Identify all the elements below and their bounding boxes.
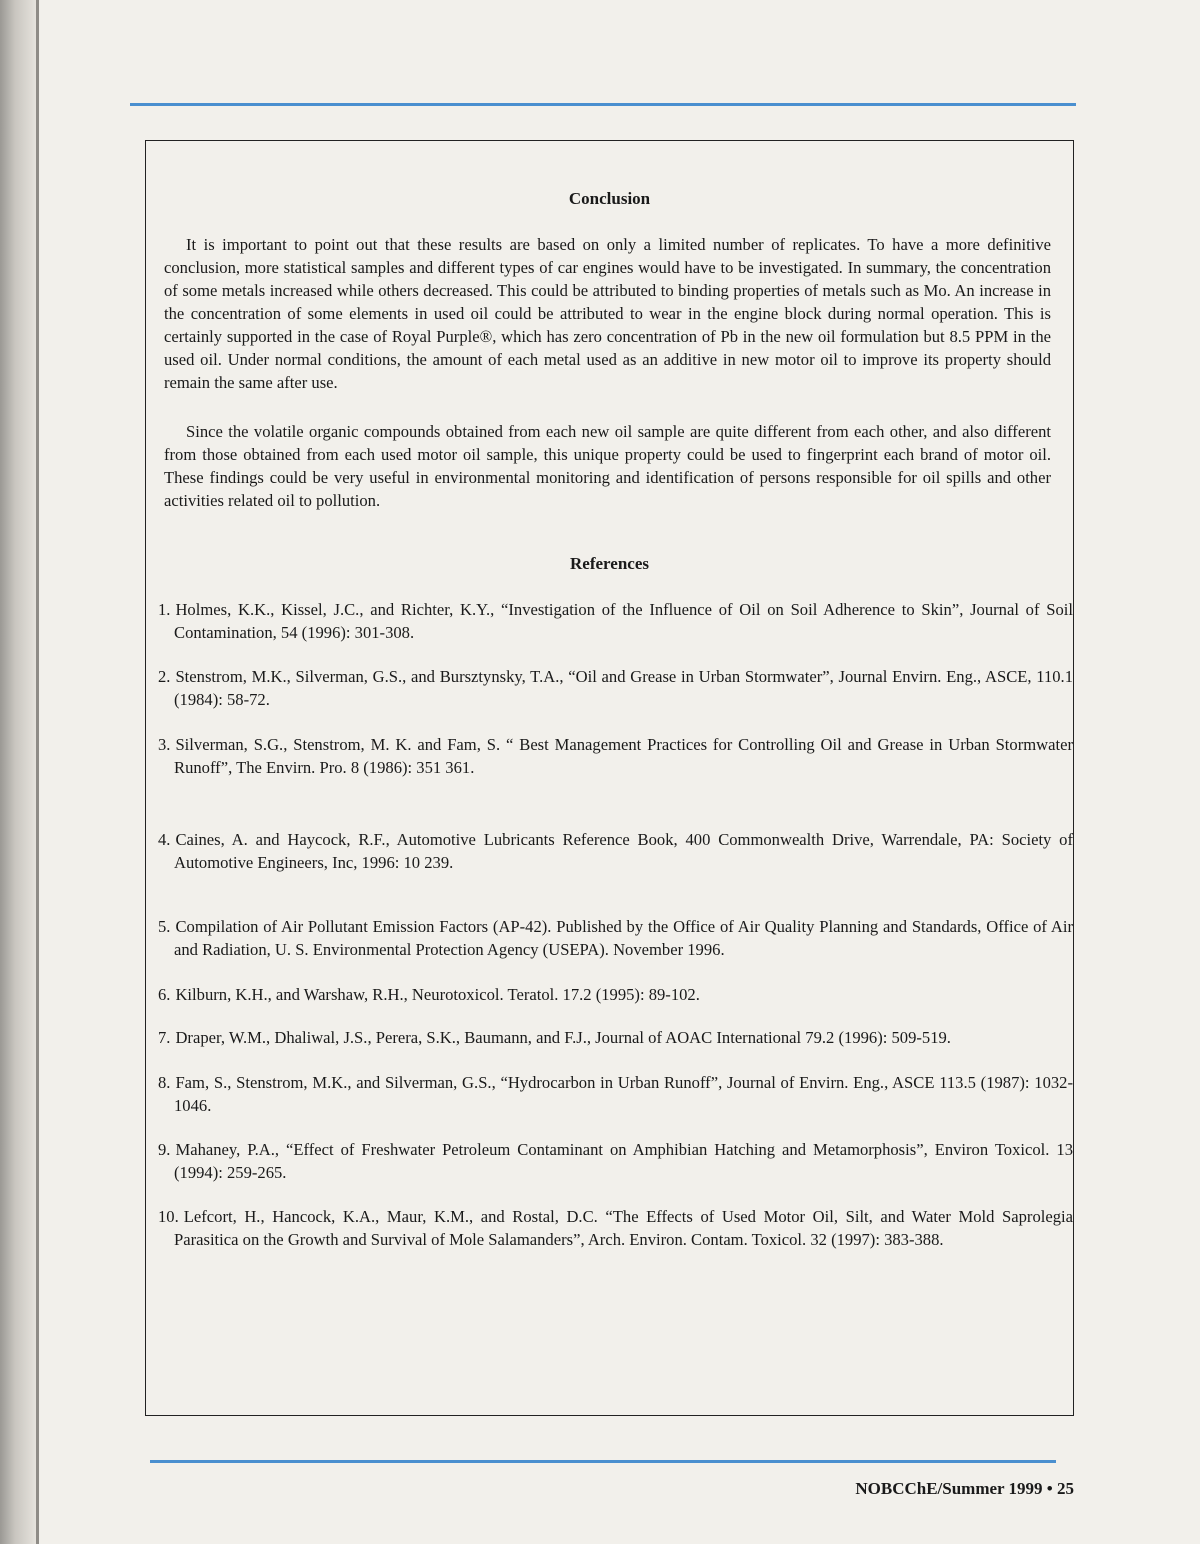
reference-item (152, 828, 1073, 874)
reference-text: Fam, S., Stenstrom, M.K., and Silverman, G.S., “Hydrocarbon in Urban Runoff”, Journal of Envirn. Eng., ASCE 113.5 (1987): 1032-1046. (174, 1073, 1073, 1115)
conclusion-paragraph-1: It is important to point out that these results are based on only a limited number of replicates. To have a more definitive conclusion, more statistical samples and different types of car engines would have to be investigated. In summary, the concentration of some metals increased while others decreased. This could be attributed to binding properties of metals such as Mo. An increase in the concentration of some elements in used oil could be attributed to wear in the engine block during normal operation. This is certainly supported in the case of Royal Purple®, which has zero concentration of Pb in the new oil formulation but 8.5 PPM in the used oil. Under normal conditions, the amount of each metal used as an additive in new motor oil to improve its property should remain the same after use. (164, 235, 1051, 392)
conclusion-heading: Conclusion (568, 189, 651, 208)
reference-text: Caines, A. and Haycock, R.F., Automotive Lubricants Reference Book, 400 Commonwealth Drive, Warrendale, PA: Society of Automotive Engineers, Inc, 1996: 10 239. (174, 830, 1073, 872)
reference-number: 7. (158, 1028, 171, 1047)
binding-edge (36, 0, 39, 1544)
reference-number: 4. (158, 830, 171, 849)
reference-number: 6. (158, 985, 171, 1004)
reference-number: 1. (158, 600, 171, 619)
page-footer: NOBCChE/Summer 1999 • 25 (855, 1479, 1074, 1498)
reference-item (152, 1138, 1073, 1184)
book-binding (0, 0, 38, 1544)
reference-text: Kilburn, K.H., and Warshaw, R.H., Neurotoxicol. Teratol. 17.2 (1995): 89-102. (175, 985, 700, 1004)
content-box (145, 140, 1074, 1416)
reference-text: Draper, W.M., Dhaliwal, J.S., Perera, S.K., Baumann, and F.J., Journal of AOAC International 79.2 (1996): 509-519. (175, 1028, 951, 1047)
reference-item (152, 665, 1073, 711)
reference-item (152, 983, 1073, 1006)
reference-number: 9. (158, 1140, 171, 1159)
reference-number: 2. (158, 667, 171, 686)
reference-item (152, 1205, 1073, 1251)
reference-text: Stenstrom, M.K., Silverman, G.S., and Bursztynsky, T.A., “Oil and Grease in Urban Stormwater”, Journal Envirn. Eng., ASCE, 110.1 (1984): 58-72. (174, 667, 1073, 709)
reference-text: Lefcort, H., Hancock, K.A., Maur, K.M., and Rostal, D.C. “The Effects of Used Motor Oil, Silt, and Water Mold Saprolegia Parasitica on the Growth and Survival of Mole Salamanders”, Arch. Environ. Contam. Toxicol. 32 (1997): 383-388. (174, 1207, 1073, 1249)
reference-number: 5. (158, 917, 171, 936)
reference-item (152, 1071, 1073, 1117)
reference-number: 10. (158, 1207, 179, 1226)
reference-item (152, 598, 1073, 644)
references-heading: References (570, 554, 649, 573)
reference-text: Compilation of Air Pollutant Emission Factors (AP-42). Published by the Office of Air Quality Planning and Standards, Office of Air and Radiation, U. S. Environmental Protection Agency (USEPA). November 1996. (174, 917, 1073, 959)
reference-text: Holmes, K.K., Kissel, J.C., and Richter, K.Y., “Investigation of the Influence of Oil on Soil Adherence to Skin”, Journal of Soil Contamination, 54 (1996): 301-308. (174, 600, 1073, 642)
reference-text: Mahaney, P.A., “Effect of Freshwater Petroleum Contaminant on Amphibian Hatching and Metamorphosis”, Environ Toxicol. 13 (1994): 259-265. (174, 1140, 1073, 1182)
reference-number: 8. (158, 1073, 171, 1092)
reference-item (152, 1026, 1073, 1049)
reference-text: Silverman, S.G., Stenstrom, M. K. and Fam, S. “ Best Management Practices for Controlling Oil and Grease in Urban Stormwater Runoff”, The Envirn. Pro. 8 (1986): 351 361. (174, 735, 1073, 777)
bottom-rule (150, 1460, 1056, 1463)
conclusion-paragraph-2: Since the volatile organic compounds obtained from each new oil sample are quite different from each other, and also different from those obtained from each used motor oil sample, this unique property could be used to fingerprint each brand of motor oil. These findings could be very useful in environmental monitoring and identification of persons responsible for oil spills and other activities related oil to pollution. (164, 422, 1051, 510)
reference-item (152, 915, 1073, 961)
reference-item (152, 733, 1073, 779)
top-rule (130, 103, 1076, 106)
reference-number: 3. (158, 735, 171, 754)
